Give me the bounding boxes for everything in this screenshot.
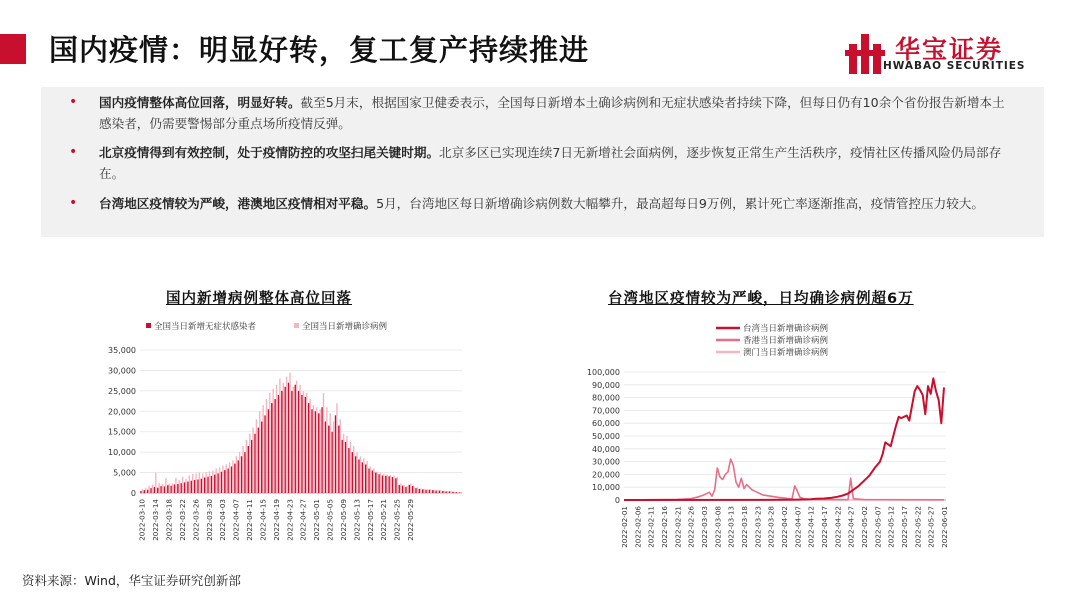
legend-label: 香港当日新增确诊病例 [743,336,829,346]
bullet-item [71,92,1011,134]
bullet-heading: 台湾地区疫情较为严峻，港澳地区疫情相对平稳。 [99,196,377,211]
x-tick-label: 2022-05-02 [860,506,869,548]
x-tick-label: 2022-05-17 [365,499,375,541]
bar-asymptomatic [284,387,285,493]
y-tick-label: 0 [614,496,620,505]
bar-asymptomatic [445,491,446,493]
bar-confirmed [444,491,445,493]
bar-confirmed [266,399,267,493]
bar-asymptomatic [338,426,339,493]
bar-asymptomatic [261,422,262,494]
bar-asymptomatic [392,477,393,493]
bar-asymptomatic [244,452,245,493]
bar-asymptomatic [217,473,218,493]
bar-asymptomatic [435,491,436,493]
bar-asymptomatic [281,391,282,493]
bar-confirmed [242,446,243,493]
y-tick-label: 70,000 [592,406,620,416]
x-tick-label: 2022-05-13 [352,499,362,541]
x-tick-label: 2022-05-25 [392,499,402,541]
bar-asymptomatic [422,489,423,493]
bar-confirmed [340,419,341,493]
bar-confirmed [195,473,196,493]
bar-asymptomatic [321,407,322,493]
bar-confirmed [192,474,193,493]
bar-confirmed [319,409,320,493]
bar-confirmed [454,492,455,493]
bar-asymptomatic [144,490,145,493]
y-tick-label: 10,000 [592,483,620,493]
x-tick-label: 2022-04-11 [245,499,255,541]
bar-asymptomatic [325,422,326,494]
y-tick-label: 60,000 [592,419,620,429]
bar-asymptomatic [140,491,141,493]
bar-confirmed [296,381,297,493]
x-tick-label: 2022-03-22 [177,499,187,541]
bar-asymptomatic [268,409,269,493]
bar-asymptomatic [362,462,363,493]
bar-confirmed [403,485,404,493]
bar-confirmed [299,385,300,493]
x-tick-label: 2022-03-23 [753,506,763,548]
bar-asymptomatic [251,440,252,493]
logo-name-cn: 华宝证券 [895,35,1004,64]
x-tick-label: 2022-03-13 [726,506,736,548]
page-title: 国内疫情：明显好转，复工复产持续推进 [49,33,590,67]
x-tick-label: 2022-03-08 [713,506,723,548]
logo-mark-icon [845,32,885,74]
bar-asymptomatic [405,487,406,493]
bar-confirmed [353,446,354,493]
bar-asymptomatic [345,442,346,493]
logo-name-en: HWABAO SECURITIES [883,60,1026,72]
bar-confirmed [316,407,317,493]
bar-asymptomatic [365,464,366,493]
source-note: 资料来源：Wind，华宝证券研究创新部 [22,573,241,588]
bar-confirmed [370,466,371,493]
bar-asymptomatic [456,492,457,493]
bullet-dot-icon: • [69,144,78,160]
bar-asymptomatic [194,480,195,493]
taiwan-cases-chart [586,320,949,565]
x-tick-label: 2022-05-09 [338,499,348,541]
bar-confirmed [269,393,270,493]
x-tick-label: 2022-02-16 [660,506,669,548]
bar-confirmed [155,473,156,493]
bar-confirmed [293,387,294,493]
bar-asymptomatic [264,415,265,493]
bar-confirmed [145,488,146,493]
x-tick-label: 2022-02-26 [686,506,696,548]
bar-confirmed [162,484,163,493]
bar-confirmed [152,484,153,493]
y-tick-label: 0 [130,489,136,498]
bar-asymptomatic [248,446,249,493]
bar-confirmed [205,472,206,493]
bar-asymptomatic [355,456,356,493]
x-tick-label: 2022-05-07 [873,506,883,548]
y-tick-label: 50,000 [592,432,620,441]
bar-confirmed [209,471,210,493]
bar-asymptomatic [254,434,255,493]
bar-asymptomatic [328,426,329,493]
bar-confirmed [333,422,334,494]
bar-confirmed [343,434,344,493]
bar-confirmed [262,405,263,493]
bar-confirmed [199,473,200,493]
bar-confirmed [239,452,240,493]
x-tick-label: 2022-03-03 [700,506,709,548]
bar-asymptomatic [298,391,299,493]
bar-confirmed [158,483,159,493]
bar-confirmed [175,478,176,493]
bar-asymptomatic [301,395,302,493]
bar-asymptomatic [160,486,161,493]
bar-confirmed [256,419,257,493]
bar-confirmed [356,452,357,493]
y-tick-label: 5,000 [113,468,136,478]
y-tick-label: 20,000 [592,470,620,480]
bullet-text: 5月，台湾地区每日新增确诊病例数大幅攀升，最高超每日9万例，累计死亡率逐渐推高，疫情管控压力较大。 [376,196,984,211]
bar-asymptomatic [258,428,259,493]
y-tick-label: 90,000 [592,380,620,390]
x-tick-label: 2022-05-12 [886,506,896,548]
bar-asymptomatic [305,397,306,493]
bar-confirmed [252,428,253,493]
bar-confirmed [330,413,331,493]
bar-asymptomatic [342,440,343,493]
bar-confirmed [286,377,287,493]
bar-asymptomatic [385,476,386,493]
x-tick-label: 2022-02-11 [646,506,656,548]
bar-asymptomatic [318,413,319,493]
bar-confirmed [212,471,213,493]
bar-confirmed [420,489,421,493]
bar-confirmed [249,434,250,493]
x-tick-label: 2022-04-17 [820,506,829,548]
bar-asymptomatic [187,482,188,493]
x-tick-label: 2022-03-14 [151,499,161,541]
bar-asymptomatic [234,464,235,493]
y-tick-label: 25,000 [108,386,136,396]
bar-asymptomatic [170,486,171,493]
y-tick-label: 80,000 [592,393,620,403]
bar-asymptomatic [271,403,272,493]
bar-confirmed [413,486,414,493]
bar-confirmed [202,473,203,493]
bar-confirmed [142,489,143,493]
bar-confirmed [346,436,347,493]
bar-confirmed [148,486,149,493]
bar-asymptomatic [241,456,242,493]
bar-asymptomatic [382,475,383,493]
bar-asymptomatic [395,478,396,493]
bar-asymptomatic [308,403,309,493]
y-tick-label: 20,000 [108,407,136,417]
y-tick-label: 30,000 [592,457,620,467]
bar-asymptomatic [177,484,178,493]
bar-asymptomatic [288,383,289,493]
bar-confirmed [306,393,307,493]
x-tick-label: 2022-04-12 [806,506,816,548]
bar-asymptomatic [352,452,353,493]
bar-confirmed [323,393,324,493]
x-tick-label: 2022-03-26 [191,499,201,541]
bar-confirmed [447,491,448,493]
bar-confirmed [326,407,327,493]
bar-asymptomatic [164,486,165,493]
bar-asymptomatic [449,491,450,493]
x-tick-label: 2022-04-27 [846,506,856,548]
x-tick-label: 2022-04-23 [285,499,295,541]
bar-asymptomatic [368,468,369,493]
bar-asymptomatic [409,485,410,493]
x-tick-label: 2022-06-01 [940,506,949,548]
bar-confirmed [219,467,220,493]
x-tick-label: 2022-05-21 [379,499,389,541]
bar-confirmed [423,489,424,493]
bar-confirmed [400,484,401,493]
bar-confirmed [366,461,367,493]
bar-asymptomatic [274,399,275,493]
bar-confirmed [276,385,277,493]
bar-asymptomatic [214,475,215,493]
bar-confirmed [309,399,310,493]
x-tick-label: 2022-04-07 [793,506,803,548]
bar-asymptomatic [439,491,440,493]
bar-asymptomatic [442,491,443,493]
x-tick-label: 2022-05-29 [406,499,416,541]
bar-confirmed [259,411,260,493]
legend-swatch [146,323,151,328]
bullet-text: 北京多区已实现连续7日无新增社会面病例，逐步恢复正常生产生活秩序，疫情社区传播风险仍局部存在。 [99,145,1002,181]
bar-confirmed [427,489,428,493]
bar-asymptomatic [181,483,182,493]
bar-confirmed [450,491,451,493]
bullet-dot-icon: • [69,94,78,110]
bullet-heading: 北京疫情得到有效控制，处于疫情防控的攻坚扫尾关键时期。 [99,145,440,160]
bar-confirmed [169,484,170,493]
bar-confirmed [410,484,411,493]
x-tick-label: 2022-04-03 [218,499,228,541]
bar-confirmed [440,490,441,493]
bar-confirmed [215,468,216,493]
bar-confirmed [289,372,290,493]
y-tick-label: 30,000 [108,366,136,376]
bar-asymptomatic [348,448,349,493]
bar-asymptomatic [278,395,279,493]
series-line-taiwan [624,378,944,500]
x-tick-label: 2022-05-01 [312,499,322,541]
x-tick-label: 2022-03-28 [766,506,776,548]
domestic-cases-chart [100,318,480,563]
bar-confirmed [303,391,304,493]
bar-confirmed [182,477,183,493]
bullet-heading: 国内疫情整体高位回落，明显好转。 [99,95,301,110]
bar-asymptomatic [197,480,198,493]
chart-title-domestic: 国内新增病例整体高位回落 [166,291,352,307]
bar-asymptomatic [415,488,416,493]
y-tick-label: 100,000 [586,368,620,377]
summary-box [41,87,1044,237]
bar-confirmed [380,473,381,493]
bar-asymptomatic [184,482,185,493]
bar-asymptomatic [150,488,151,493]
bar-asymptomatic [378,474,379,493]
x-tick-label: 2022-02-21 [673,506,683,548]
bar-confirmed [283,383,284,493]
bar-asymptomatic [412,486,413,493]
bar-confirmed [229,462,230,493]
bar-asymptomatic [375,473,376,493]
bar-asymptomatic [174,484,175,493]
bar-confirmed [433,490,434,493]
bar-asymptomatic [315,411,316,493]
bar-asymptomatic [201,479,202,493]
legend-label: 澳门当日新增确诊病例 [743,348,829,358]
bar-confirmed [279,379,280,493]
bar-asymptomatic [335,415,336,493]
bar-confirmed [272,389,273,493]
bar-asymptomatic [167,485,168,493]
bar-asymptomatic [425,490,426,493]
bar-asymptomatic [372,471,373,493]
bullet-dot-icon: • [69,195,78,211]
bar-confirmed [373,468,374,493]
bar-confirmed [185,479,186,493]
bar-confirmed [387,475,388,493]
bar-confirmed [350,442,351,493]
y-tick-label: 35,000 [108,346,136,355]
bar-confirmed [457,492,458,493]
bullet-text: 截至5月末，根据国家卫健委表示，全国每日新增本土确诊病例和无症状感染者持续下降，但每日仍有10余个省份报告新增本土感染者，仍需要警惕部分重点场所疫情反弹。 [99,95,1005,131]
bar-asymptomatic [157,488,158,493]
bar-asymptomatic [231,466,232,493]
bar-confirmed [360,456,361,493]
title-accent-bar [0,34,26,64]
bar-confirmed [363,458,364,493]
series-line-hongkong [624,459,944,500]
legend-label: 台湾当日新增确诊病例 [743,324,829,334]
bar-confirmed [417,487,418,493]
bar-asymptomatic [402,486,403,493]
x-tick-label: 2022-05-27 [926,506,936,548]
bullet-item [71,193,1011,214]
bar-asymptomatic [204,477,205,493]
y-tick-label: 10,000 [108,448,136,458]
x-tick-label: 2022-04-19 [271,499,281,541]
bar-asymptomatic [191,481,192,493]
bar-confirmed [407,486,408,493]
bar-confirmed [222,466,223,493]
company-logo [845,30,1045,76]
bar-asymptomatic [207,477,208,493]
bar-confirmed [437,490,438,493]
x-tick-label: 2022-05-05 [325,499,335,541]
bar-confirmed [430,489,431,493]
bar-confirmed [376,472,377,493]
x-tick-label: 2022-02-01 [620,506,629,548]
bar-asymptomatic [147,490,148,493]
bar-asymptomatic [154,487,155,493]
bar-asymptomatic [358,459,359,493]
bar-confirmed [397,477,398,493]
x-tick-label: 2022-03-18 [164,499,174,541]
legend-swatch [294,323,299,328]
bar-confirmed [179,480,180,493]
legend-label: 全国当日新增确诊病例 [302,322,388,332]
bar-asymptomatic [211,476,212,493]
bar-asymptomatic [224,470,225,493]
bar-asymptomatic [311,409,312,493]
bar-confirmed [165,478,166,493]
bar-asymptomatic [331,432,332,493]
bar-asymptomatic [227,468,228,493]
x-tick-label: 2022-04-22 [833,506,843,548]
bar-asymptomatic [459,492,460,493]
bar-confirmed [246,440,247,493]
bar-asymptomatic [238,460,239,493]
bar-asymptomatic [419,489,420,493]
x-tick-label: 2022-03-10 [137,499,147,541]
x-tick-label: 2022-05-17 [900,506,909,548]
bullet-item [71,142,1011,184]
x-tick-label: 2022-05-22 [913,506,923,548]
bar-asymptomatic [429,490,430,493]
bar-confirmed [460,492,461,493]
bar-confirmed [390,475,391,493]
y-tick-label: 40,000 [592,444,620,454]
x-tick-label: 2022-04-07 [231,499,241,541]
bar-confirmed [236,456,237,493]
bar-asymptomatic [295,385,296,493]
bar-asymptomatic [432,490,433,493]
bar-asymptomatic [221,472,222,493]
bar-confirmed [189,475,190,493]
bar-confirmed [336,403,337,493]
x-tick-label: 2022-04-15 [258,499,268,541]
x-tick-label: 2022-03-30 [204,499,214,541]
y-tick-label: 15,000 [108,427,136,437]
bar-asymptomatic [388,476,389,493]
legend-label: 全国当日新增无症状感染者 [154,322,257,332]
bar-confirmed [226,464,227,493]
x-tick-label: 2022-02-06 [633,506,643,548]
bar-asymptomatic [291,391,292,493]
bar-confirmed [393,475,394,493]
bar-confirmed [232,460,233,493]
bar-confirmed [383,474,384,493]
bar-confirmed [172,483,173,493]
x-tick-label: 2022-04-02 [780,506,789,548]
x-tick-label: 2022-04-27 [298,499,308,541]
x-tick-label: 2022-03-18 [740,506,749,548]
bar-asymptomatic [452,492,453,493]
bar-asymptomatic [399,485,400,493]
bar-confirmed [313,405,314,493]
chart-title-taiwan: 台湾地区疫情较为严峻，日均确诊病例超6万 [608,291,914,307]
